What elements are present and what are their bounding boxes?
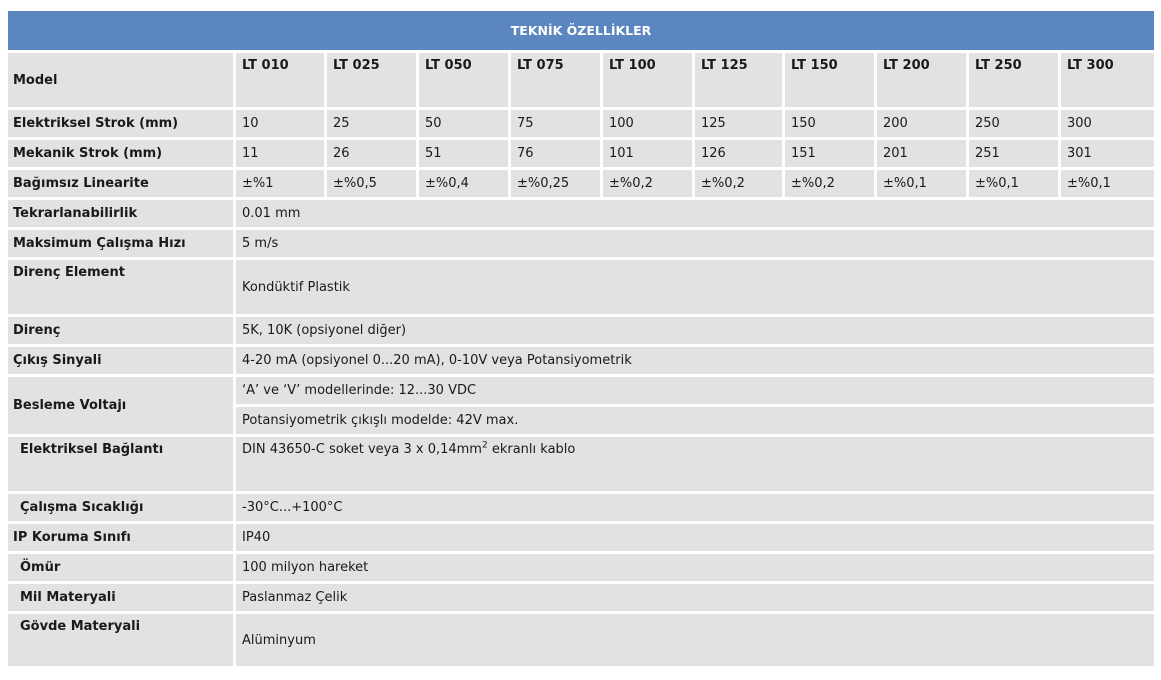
table-cell: 125	[695, 110, 785, 140]
table-cell: 51	[419, 140, 511, 170]
model-lt125: LT 125	[695, 53, 785, 110]
table-cell: ±%0,1	[1061, 170, 1154, 200]
model-lt300: LT 300	[1061, 53, 1154, 110]
model-lt010: LT 010	[236, 53, 327, 110]
row-label: Tekrarlanabilirlik	[8, 200, 236, 230]
row-label: Direnç	[8, 317, 236, 347]
table-cell: ±%0,2	[695, 170, 785, 200]
table-row	[8, 170, 1154, 200]
table-cell: 301	[1061, 140, 1154, 170]
row-label: Mil Materyali	[8, 584, 236, 614]
spec-value: Alüminyum	[236, 614, 1154, 669]
table-cell: 76	[511, 140, 603, 170]
spec-value: 4-20 mA (opsiyonel 0...20 mA), 0-10V veya Potansiyometrik	[236, 347, 1154, 377]
row-label: Mekanik Strok (mm)	[8, 140, 236, 170]
table-cell: ±%1	[236, 170, 327, 200]
spec-value: IP40	[236, 524, 1154, 554]
model-lt200: LT 200	[877, 53, 969, 110]
model-row	[8, 53, 1154, 110]
row-label: Besleme Voltajı	[8, 377, 236, 437]
row-label: Çalışma Sıcaklığı	[8, 494, 236, 524]
table-cell: 50	[419, 110, 511, 140]
table-cell: 11	[236, 140, 327, 170]
table-cell: ±%0,4	[419, 170, 511, 200]
spec-value: Potansiyometrik çıkışlı modelde: 42V max.	[236, 407, 1154, 437]
table-cell: ±%0,2	[603, 170, 695, 200]
table-cell: 201	[877, 140, 969, 170]
table-cell: ±%0,2	[785, 170, 877, 200]
row-life	[8, 554, 1154, 584]
row-ip	[8, 524, 1154, 554]
table-cell: 300	[1061, 110, 1154, 140]
model-lt100: LT 100	[603, 53, 695, 110]
spec-value: 5 m/s	[236, 230, 1154, 260]
row-body	[8, 614, 1154, 669]
model-label: Model	[8, 53, 236, 110]
spec-table	[8, 11, 1154, 669]
table-cell: ±%0,25	[511, 170, 603, 200]
table-cell: 100	[603, 110, 695, 140]
row-label: Çıkış Sinyali	[8, 347, 236, 377]
model-lt050: LT 050	[419, 53, 511, 110]
spec-value: 100 milyon hareket	[236, 554, 1154, 584]
row-repeatability	[8, 200, 1154, 230]
table-cell: 101	[603, 140, 695, 170]
spec-value: ‘A’ ve ‘V’ modellerinde: 12...30 VDC	[236, 377, 1154, 407]
row-shaft	[8, 584, 1154, 614]
row-label: Maksimum Çalışma Hızı	[8, 230, 236, 260]
table-row	[8, 110, 1154, 140]
table-title: TEKNİK ÖZELLİKLER	[8, 11, 1154, 53]
row-temperature	[8, 494, 1154, 524]
row-resistance	[8, 317, 1154, 347]
row-label: Bağımsız Linearite	[8, 170, 236, 200]
table-cell: ±%0,1	[969, 170, 1061, 200]
table-cell: 75	[511, 110, 603, 140]
row-label: IP Koruma Sınıfı	[8, 524, 236, 554]
row-label: Ömür	[8, 554, 236, 584]
spec-value: 0.01 mm	[236, 200, 1154, 230]
row-label: Elektriksel Strok (mm)	[8, 110, 236, 140]
spec-value: Kondüktif Plastik	[236, 260, 1154, 317]
table-cell: 25	[327, 110, 419, 140]
table-cell: 10	[236, 110, 327, 140]
row-supply-a	[8, 377, 1154, 407]
row-connection	[8, 437, 1154, 494]
row-label: Direnç Element	[8, 260, 236, 317]
table-cell: ±%0,5	[327, 170, 419, 200]
table-cell: 250	[969, 110, 1061, 140]
row-label: Gövde Materyali	[8, 614, 236, 669]
table-cell: 200	[877, 110, 969, 140]
model-lt025: LT 025	[327, 53, 419, 110]
table-row	[8, 140, 1154, 170]
row-element	[8, 260, 1154, 317]
table-cell: 150	[785, 110, 877, 140]
spec-value: DIN 43650-C soket veya 3 x $0,14mm^2$ ekranlı kablo	[236, 437, 1154, 494]
table-cell: 251	[969, 140, 1061, 170]
table-cell: 26	[327, 140, 419, 170]
table-cell: ±%0,1	[877, 170, 969, 200]
spec-value: 5K, 10K (opsiyonel diğer)	[236, 317, 1154, 347]
row-max-speed	[8, 230, 1154, 260]
model-lt075: LT 075	[511, 53, 603, 110]
model-lt250: LT 250	[969, 53, 1061, 110]
row-label: Elektriksel Bağlantı	[8, 437, 236, 494]
row-output	[8, 347, 1154, 377]
model-lt150: LT 150	[785, 53, 877, 110]
spec-value: -30°C...+100°C	[236, 494, 1154, 524]
spec-value: Paslanmaz Çelik	[236, 584, 1154, 614]
table-cell: 151	[785, 140, 877, 170]
table-cell: 126	[695, 140, 785, 170]
